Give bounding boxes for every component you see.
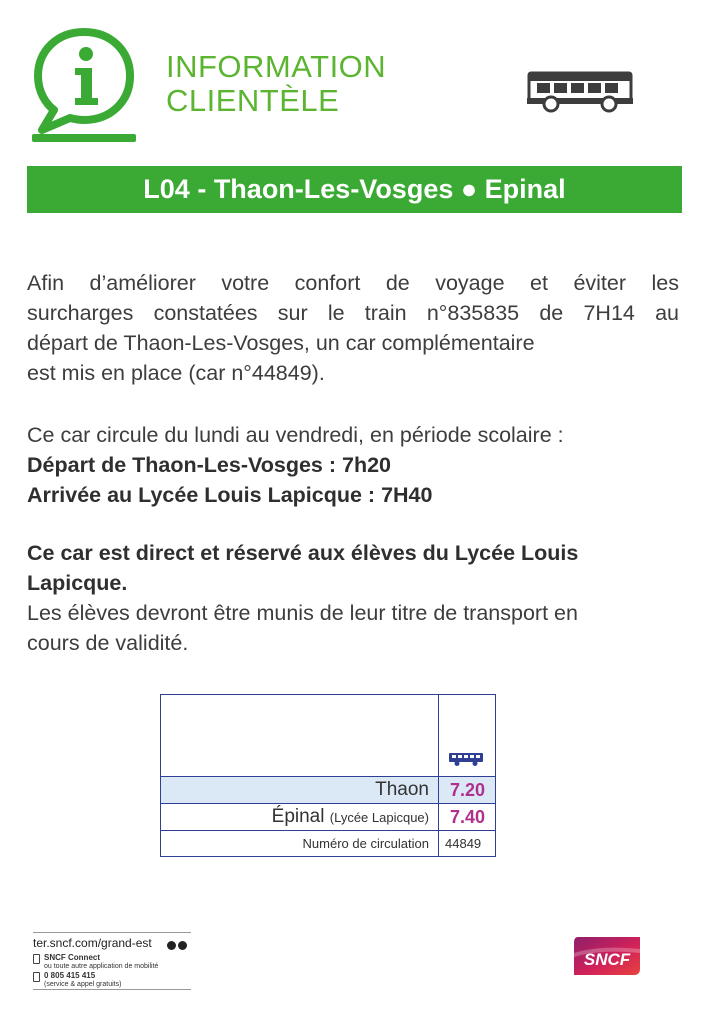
footer-contact <box>33 932 191 990</box>
bus-icon <box>527 70 633 114</box>
sncf-logo <box>570 935 644 977</box>
intro-line-4: est mis en place (car n°44849). <box>27 361 325 385</box>
intro-line-2: surcharges constatées sur le train n°835835 de 7H14 au <box>27 301 679 325</box>
circulation-number-label: Numéro de circulation <box>302 836 429 851</box>
intro-line-1: Afin d’améliorer votre confort de voyage et éviter les <box>27 271 679 295</box>
timetable-divider <box>161 776 495 777</box>
ticket-notice-line2: cours de validité. <box>27 631 189 655</box>
timetable-row-number <box>161 831 495 856</box>
sncf-logo-text: SNCF <box>583 950 631 969</box>
arrival-time: Arrivée au Lycée Louis Lapicque : 7H40 <box>27 483 433 507</box>
phone-info <box>33 972 121 989</box>
schedule-days: Ce car circule du lundi au vendredi, en période scolaire : <box>27 423 564 447</box>
smartphone-icon <box>33 954 40 964</box>
app-detail: ou toute autre application de mobilité <box>44 963 159 970</box>
ticket-notice-line1: Les élèves devront être munis de leur titre de transport en <box>27 601 578 625</box>
phone-icon <box>33 972 40 982</box>
intro-paragraph <box>27 268 679 388</box>
intro-line-3: départ de Thaon-Les-Vosges, un car complémentaire <box>27 331 535 355</box>
footer-divider <box>33 989 191 990</box>
stop-detail: (Lycée Lapicque) <box>329 810 429 825</box>
stop-time: 7.40 <box>450 807 486 827</box>
stop-name: Thaon <box>375 779 429 800</box>
phone-detail: (service & appel gratuits) <box>44 981 122 988</box>
phone-number: 0 805 415 415 <box>44 971 96 980</box>
header-title-line1: INFORMATION <box>166 49 387 84</box>
timetable-divider <box>161 830 495 831</box>
footer-url[interactable]: ter.sncf.com/grand-est <box>33 936 152 950</box>
header-title-line2: CLIENTÈLE <box>166 83 340 118</box>
social-icons <box>167 937 189 955</box>
timetable-column-divider <box>438 695 439 856</box>
app-info <box>33 954 158 971</box>
reserved-notice-line2: Lapicque. <box>27 571 128 595</box>
facebook-icon[interactable] <box>167 941 176 950</box>
line-banner: L04 - Thaon-Les-Vosges ● Epinal <box>27 166 682 213</box>
circulation-number: 44849 <box>445 836 482 851</box>
info-speech-bubble-icon <box>28 26 140 146</box>
x-icon[interactable] <box>178 941 187 950</box>
bus-icon <box>448 752 484 767</box>
schedule-paragraph <box>27 420 679 510</box>
timetable <box>160 694 496 857</box>
reserved-notice-line1: Ce car est direct et réservé aux élèves du Lycée Louis <box>27 541 579 565</box>
app-name: SNCF Connect <box>44 953 100 962</box>
timetable-row-thaon <box>161 777 495 803</box>
header-title <box>166 50 386 118</box>
timetable-divider <box>161 803 495 804</box>
timetable-row-epinal <box>161 804 495 830</box>
footer-divider <box>33 932 191 933</box>
departure-time: Départ de Thaon-Les-Vosges : 7h20 <box>27 453 391 477</box>
stop-name: Épinal (Lycée Lapicque) <box>271 806 429 827</box>
stop-time: 7.20 <box>450 780 486 800</box>
conditions-paragraph <box>27 538 679 658</box>
